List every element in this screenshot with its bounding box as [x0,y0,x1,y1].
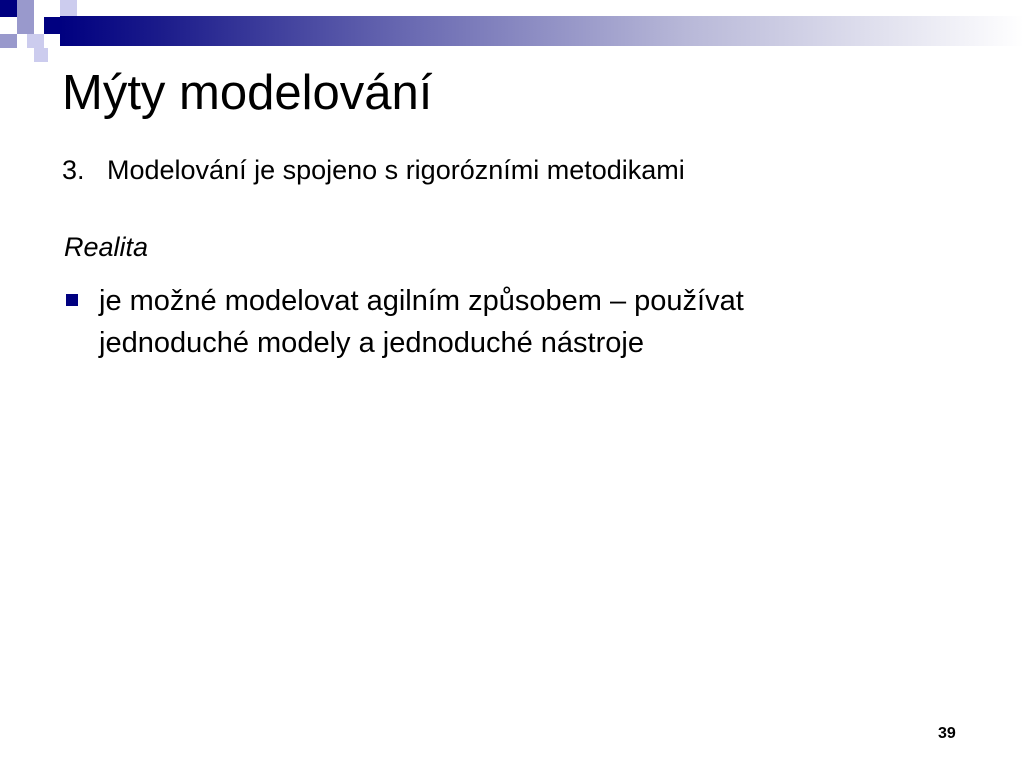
decor-square [0,34,17,48]
list-item-text: Modelování je spojeno s rigorózními metodikami [107,155,685,185]
square-bullet-icon [66,294,78,306]
decor-square [60,0,77,16]
header-gradient-bar [60,16,1024,46]
decor-square [17,17,34,34]
decor-square [27,34,44,48]
subheading: Realita [64,232,149,262]
decor-square [34,48,48,62]
list-item-number: 3. [62,155,85,185]
numbered-list-item [62,154,685,186]
decor-square [44,17,61,34]
bullet-text: je možné modelovat agilním způsobem – používat jednoduché modely a jednoduché nástroje [99,285,744,359]
decor-square [17,0,34,17]
decor-square [0,0,17,17]
slide-title: Mýty modelování [62,66,433,120]
slide-number: 39 [938,725,956,742]
bullet-list-item [66,280,896,364]
